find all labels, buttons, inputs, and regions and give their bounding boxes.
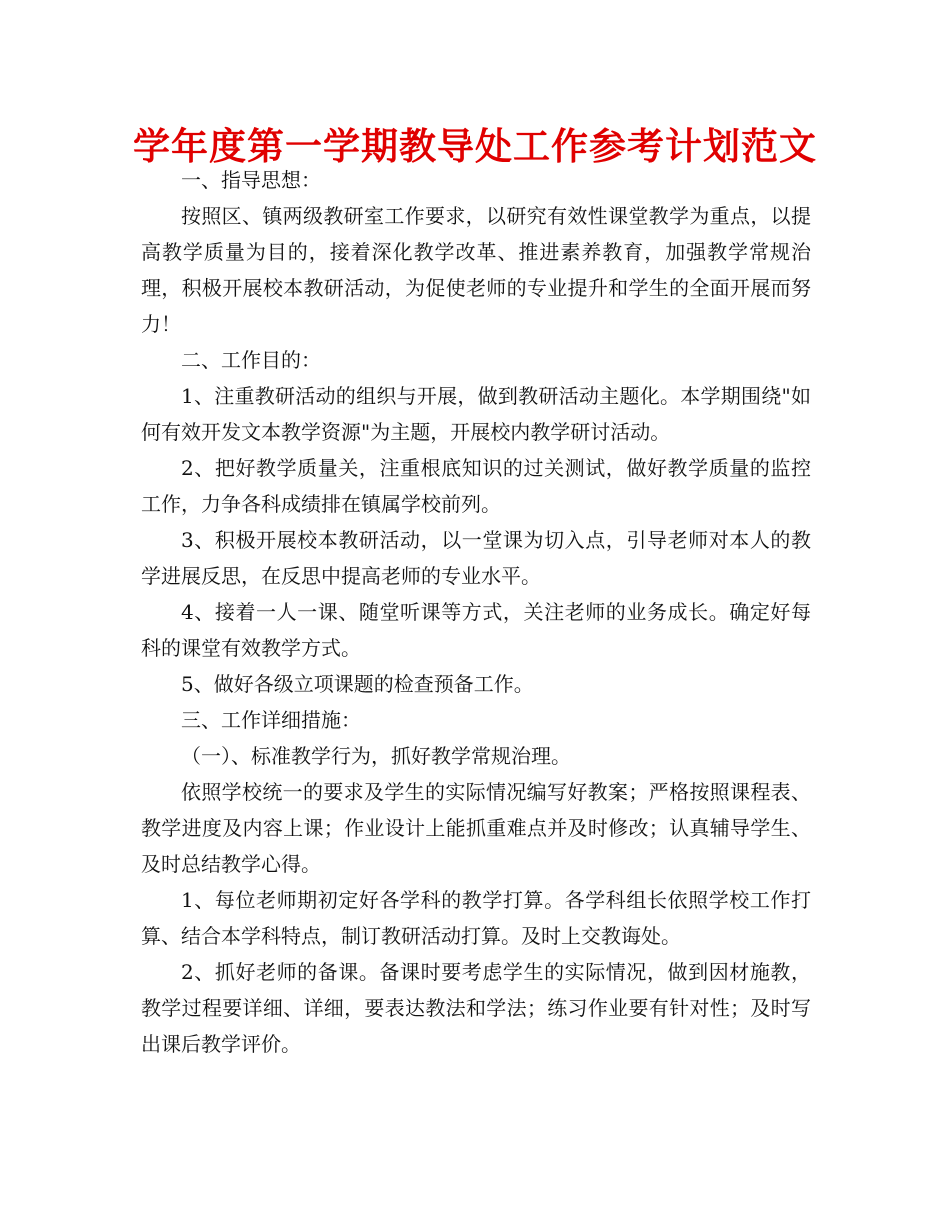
paragraph: 3、积极开展校本教研活动，以一堂课为切入点，引导老师对本人的教学进展反思，在反思中提高老师的专业水平。: [141, 528, 811, 588]
paragraph: 4、接着一人一课、随堂听课等方式，关注老师的业务成长。确定好每科的课堂有效教学方式。: [141, 600, 811, 660]
document-body: [141, 162, 811, 1062]
heading-work-goals: 二、工作目的：: [181, 348, 321, 372]
paragraph: 2、把好教学质量关，注重根底知识的过关测试，做好教学质量的监控工作，力争各科成绩排在镇属学校前列。: [141, 456, 811, 516]
heading-guiding-thought: 一、指导思想：: [181, 168, 321, 192]
heading-work-measures: 三、工作详细措施：: [181, 708, 361, 732]
paragraph: 依照学校统一的要求及学生的实际情况编写好教案；严格按照课程表、教学进度及内容上课；作业设计上能抓重难点并及时修改；认真辅导学生、及时总结教学心得。: [141, 780, 811, 876]
document-title: 学年度第一学期教导处工作参考计划范文: [133, 125, 817, 168]
subheading: （一）、标准教学行为，抓好教学常规治理。: [181, 744, 571, 768]
paragraph: 按照区、镇两级教研室工作要求，以研究有效性课堂教学为重点，以提高教学质量为目的，接着深化教学改革、推进素养教育，加强教学常规治理，积极开展校本教研活动，为促使老师的专业提升和学生的全面开展而努力！: [141, 204, 811, 336]
paragraph: 5、做好各级立项课题的检查预备工作。: [181, 672, 534, 696]
paragraph: 1、每位老师期初定好各学科的教学打算。各学科组长依照学校工作打算、结合本学科特点，制订教研活动打算。及时上交教诲处。: [141, 888, 811, 948]
paragraph: 2、抓好老师的备课。备课时要考虑学生的实际情况，做到因材施教，教学过程要详细、详细，要表达教法和学法；练习作业要有针对性；及时写出课后教学评价。: [141, 960, 811, 1056]
paragraph: 1、注重教研活动的组织与开展，做到教研活动主题化。本学期围绕"如何有效开发文本教学资源"为主题，开展校内教学研讨活动。: [141, 384, 811, 444]
